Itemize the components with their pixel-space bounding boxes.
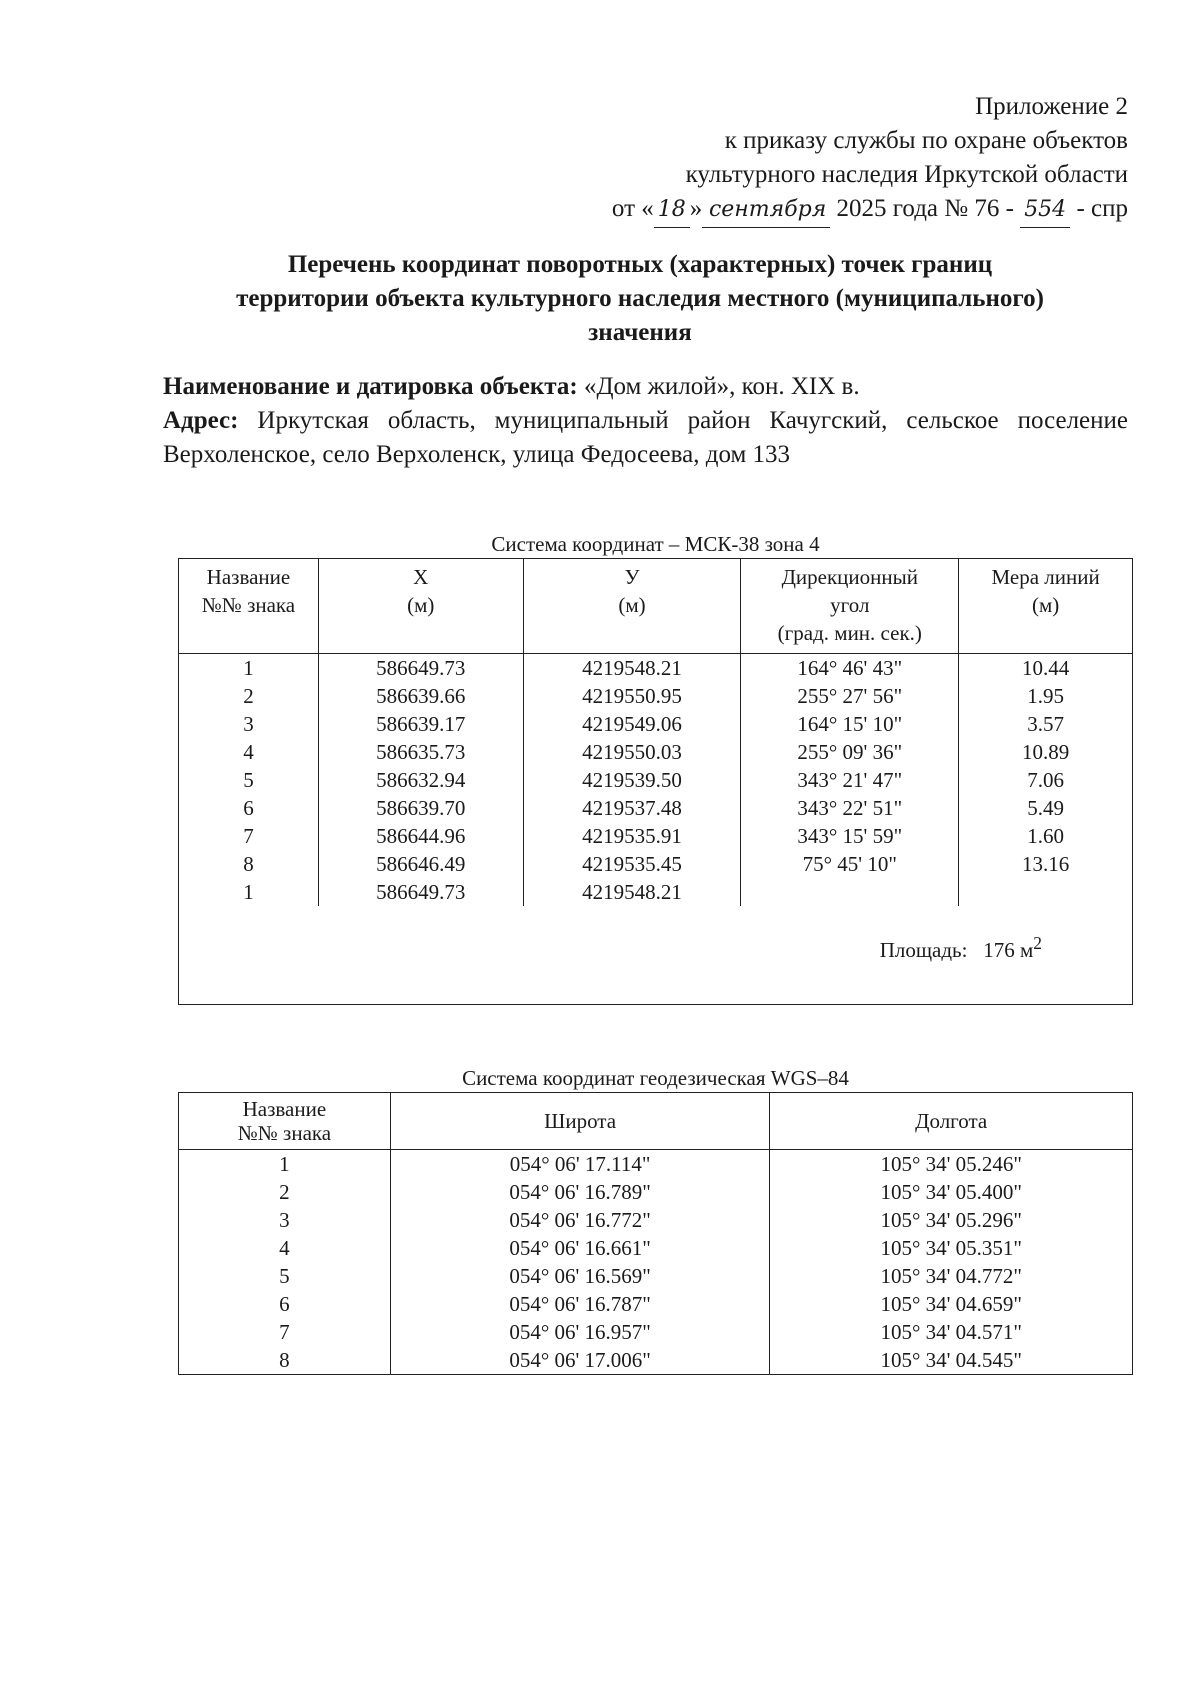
document-title	[150, 248, 1130, 350]
object-info	[163, 370, 1128, 472]
handwritten-month: сентября	[702, 193, 830, 228]
object-address-line	[163, 404, 1128, 472]
table-row	[179, 1234, 1133, 1262]
table-cell: 10.44	[959, 654, 1133, 682]
table-cell: 4219550.03	[523, 738, 741, 766]
table-row	[179, 794, 1133, 822]
appendix-line-1: Приложение 2	[975, 93, 1128, 120]
object-address-label: Адрес:	[163, 407, 239, 434]
table-cell: 343° 22' 51"	[741, 794, 959, 822]
object-name-value: «Дом жилой», кон. XIX в.	[583, 373, 860, 400]
table-cell: 105° 34' 05.246"	[770, 1150, 1133, 1179]
table-cell: 6	[179, 1290, 391, 1318]
header-line: №№ знака	[201, 593, 296, 617]
table-cell: 255° 27' 56"	[741, 682, 959, 710]
table-cell: 4219549.06	[523, 710, 741, 738]
table-cell: 105° 34' 05.351"	[770, 1234, 1133, 1262]
header-line: У	[624, 565, 640, 589]
table-row	[179, 1262, 1133, 1290]
appendix-line-2: к приказу службы по охране объектов	[724, 127, 1128, 154]
table-cell: 586639.17	[318, 710, 523, 738]
table-row	[179, 1178, 1133, 1206]
table-cell: 13.16	[959, 850, 1133, 878]
header-line: Дирекционный	[781, 565, 918, 589]
table-row	[179, 1290, 1133, 1318]
table-cell: 3	[179, 710, 319, 738]
table-cell: 054° 06' 16.772"	[390, 1206, 770, 1234]
table-cell: 586649.73	[318, 654, 523, 682]
table-cell: 7	[179, 1318, 391, 1346]
title-line-1: Перечень координат поворотных (характерных) точек границ	[287, 251, 993, 278]
table-cell: 054° 06' 16.661"	[390, 1234, 770, 1262]
table1-caption: Система координат – МСК-38 зона 4	[491, 532, 820, 556]
object-name-label: Наименование и датировка объекта:	[163, 373, 578, 400]
table-cell: 105° 34' 04.545"	[770, 1346, 1133, 1375]
header-line: Долгота	[915, 1109, 988, 1133]
table-cell: 4	[179, 738, 319, 766]
table-cell: 4219539.50	[523, 766, 741, 794]
appendix-date-line	[612, 192, 1128, 228]
wgs84-coordinates-table	[178, 1092, 1133, 1375]
table-cell: 4219548.21	[523, 654, 741, 682]
table-cell: 1	[179, 1150, 391, 1179]
header-line: Мера линий	[991, 565, 1100, 589]
header-line: Название	[206, 565, 291, 589]
table-cell: 4	[179, 1234, 391, 1262]
table-cell: 1	[179, 878, 319, 906]
header-line: Широта	[544, 1109, 617, 1133]
year-part: 2025 года № 76 -	[836, 195, 1014, 222]
table-cell: 2	[179, 682, 319, 710]
table-cell: 75° 45' 10"	[741, 850, 959, 878]
table-cell: 054° 06' 17.006"	[390, 1346, 770, 1375]
header-line: (м)	[1031, 593, 1060, 617]
table-cell: 054° 06' 16.787"	[390, 1290, 770, 1318]
table-row	[179, 878, 1133, 906]
table-cell: 3.57	[959, 710, 1133, 738]
table-row	[179, 1206, 1133, 1234]
header-line: №№ знака	[237, 1121, 332, 1145]
table1-header-cell	[959, 559, 1133, 654]
area-row	[179, 906, 1133, 964]
table-cell: 10.89	[959, 738, 1133, 766]
object-name-line	[163, 370, 1128, 404]
table-row	[179, 1346, 1133, 1375]
table-row	[179, 822, 1133, 850]
table-row	[179, 710, 1133, 738]
table-cell: 4219535.91	[523, 822, 741, 850]
header-line: угол	[830, 593, 870, 617]
table2-caption: Система координат геодезическая WGS–84	[462, 1066, 849, 1090]
table-row	[179, 850, 1133, 878]
table-cell: 054° 06' 17.114"	[390, 1150, 770, 1179]
header-line: X	[413, 565, 429, 589]
object-address-value: Иркутская область, муниципальный район Качугский, сельское поселение Верхоленское, село Верхоленск, улица Федосеева, дом 133	[163, 407, 1128, 468]
order-suffix: - спр	[1076, 195, 1128, 222]
table-cell: 164° 15' 10"	[741, 710, 959, 738]
table-cell	[741, 878, 959, 906]
area-cell	[179, 906, 1133, 964]
table2-header-cell	[390, 1093, 770, 1150]
table-cell	[959, 878, 1133, 906]
table-cell: 7	[179, 822, 319, 850]
header-line: (м)	[407, 593, 435, 617]
appendix-line-3: культурного наследия Иркутской области	[685, 161, 1128, 188]
table-cell: 054° 06' 16.789"	[390, 1178, 770, 1206]
table-cell: 054° 06' 16.957"	[390, 1318, 770, 1346]
header-line: Название	[242, 1097, 327, 1121]
appendix-header	[612, 90, 1128, 228]
table-row	[179, 766, 1133, 794]
table-cell: 105° 34' 05.400"	[770, 1178, 1133, 1206]
table2-header-cell	[770, 1093, 1133, 1150]
bottom-cell	[179, 964, 1133, 1005]
table-cell: 586639.70	[318, 794, 523, 822]
table-cell: 586644.96	[318, 822, 523, 850]
table2-header-cell	[179, 1093, 391, 1150]
table-cell: 4219550.95	[523, 682, 741, 710]
table-row	[179, 654, 1133, 682]
table-cell: 1.60	[959, 822, 1133, 850]
area-unit-superscript: 2	[1033, 933, 1042, 953]
table-cell: 054° 06' 16.569"	[390, 1262, 770, 1290]
table-cell: 4219548.21	[523, 878, 741, 906]
table-cell: 105° 34' 04.659"	[770, 1290, 1133, 1318]
table-cell: 7.06	[959, 766, 1133, 794]
table1-header-cell	[179, 559, 319, 654]
table-cell: 343° 15' 59"	[741, 822, 959, 850]
table-cell: 3	[179, 1206, 391, 1234]
table-cell: 1.95	[959, 682, 1133, 710]
title-line-2: территории объекта культурного наследия местного (муниципального)	[236, 285, 1044, 312]
table-cell: 586646.49	[318, 850, 523, 878]
table-cell: 5	[179, 1262, 391, 1290]
msk-coordinates-table	[178, 558, 1133, 1005]
table-row	[179, 738, 1133, 766]
table-cell: 586649.73	[318, 878, 523, 906]
table-cell: 5.49	[959, 794, 1133, 822]
table-row	[179, 1150, 1133, 1179]
table-cell: 105° 34' 04.772"	[770, 1262, 1133, 1290]
handwritten-day: 18	[654, 193, 690, 228]
table-cell: 8	[179, 850, 319, 878]
table-cell: 343° 21' 47"	[741, 766, 959, 794]
table-cell: 4219535.45	[523, 850, 741, 878]
table-cell: 2	[179, 1178, 391, 1206]
bottom-row	[179, 964, 1133, 1005]
table-cell: 1	[179, 654, 319, 682]
table-cell: 4219537.48	[523, 794, 741, 822]
table-cell: 586635.73	[318, 738, 523, 766]
table-cell: 586639.66	[318, 682, 523, 710]
area-value: 176 м	[983, 938, 1034, 962]
table-cell: 8	[179, 1346, 391, 1375]
table-cell: 586632.94	[318, 766, 523, 794]
date-prefix: от «	[611, 195, 654, 222]
table-cell: 164° 46' 43"	[741, 654, 959, 682]
table-row	[179, 682, 1133, 710]
table1-header-cell	[741, 559, 959, 654]
area-label: Площадь:	[879, 938, 968, 962]
table-cell: 5	[179, 766, 319, 794]
table-cell: 255° 09' 36"	[741, 738, 959, 766]
table-cell: 105° 34' 05.296"	[770, 1206, 1133, 1234]
header-line: (м)	[618, 593, 646, 617]
table-cell: 6	[179, 794, 319, 822]
table-cell: 105° 34' 04.571"	[770, 1318, 1133, 1346]
header-line: (град. мин. сек.)	[777, 621, 922, 645]
title-line-3: значения	[588, 319, 692, 346]
table1-header-cell	[318, 559, 523, 654]
handwritten-number: 554	[1020, 193, 1070, 228]
table1-header-cell	[523, 559, 741, 654]
date-mid: »	[689, 195, 703, 222]
table-row	[179, 1318, 1133, 1346]
